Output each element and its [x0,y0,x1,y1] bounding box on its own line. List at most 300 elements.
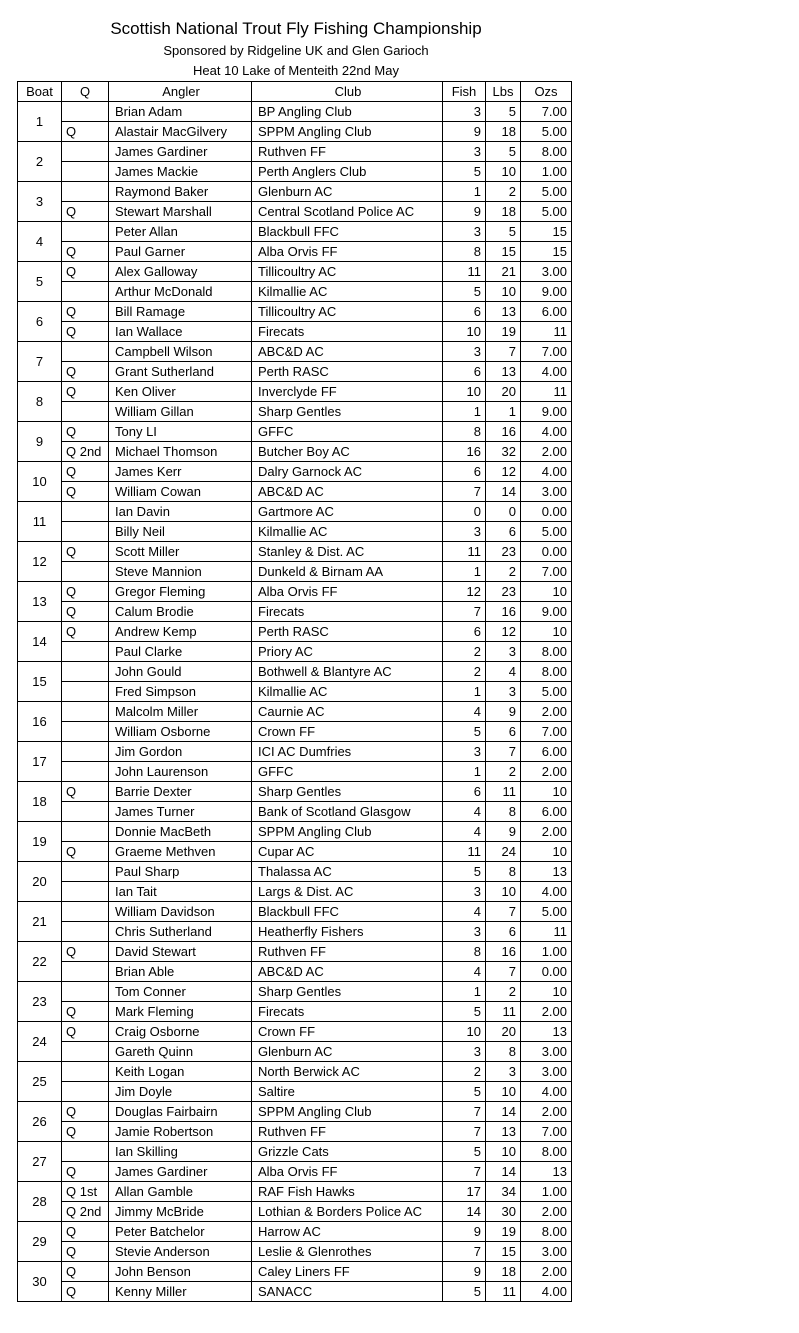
table-row [18,542,572,562]
qualifier-cell [62,1042,109,1062]
fish-cell: 5 [443,862,486,882]
qualifier-cell: Q [62,602,109,622]
fish-cell: 2 [443,1062,486,1082]
table-row [18,422,572,442]
ozs-cell: 7.00 [521,722,572,742]
angler-cell: Gregor Fleming [109,582,252,602]
ozs-cell: 1.00 [521,1182,572,1202]
ozs-cell: 8.00 [521,142,572,162]
table-row [18,122,572,142]
club-cell: Blackbull FFC [252,222,443,242]
boat-number: 16 [18,702,62,742]
qualifier-cell: Q [62,242,109,262]
ozs-cell: 6.00 [521,802,572,822]
lbs-cell: 14 [486,1102,521,1122]
ozs-cell: 2.00 [521,702,572,722]
angler-cell: Donnie MacBeth [109,822,252,842]
angler-cell: Arthur McDonald [109,282,252,302]
qualifier-cell [62,342,109,362]
club-cell: Sharp Gentles [252,982,443,1002]
lbs-cell: 3 [486,642,521,662]
table-row [18,182,572,202]
fish-cell: 7 [443,602,486,622]
angler-cell: Brian Adam [109,102,252,122]
fish-cell: 12 [443,582,486,602]
table-row [18,1042,572,1062]
ozs-cell: 4.00 [521,462,572,482]
table-row [18,1062,572,1082]
angler-cell: Kenny Miller [109,1282,252,1302]
qualifier-cell: Q [62,1022,109,1042]
angler-cell: Keith Logan [109,1062,252,1082]
fish-cell: 10 [443,322,486,342]
col-header-ozs: Ozs [521,82,572,102]
angler-cell: Alastair MacGilvery [109,122,252,142]
fish-cell: 8 [443,242,486,262]
angler-cell: Peter Batchelor [109,1222,252,1242]
table-row [18,802,572,822]
boat-number: 7 [18,342,62,382]
fish-cell: 1 [443,182,486,202]
lbs-cell: 24 [486,842,521,862]
fish-cell: 6 [443,462,486,482]
fish-cell: 5 [443,1002,486,1022]
angler-cell: William Gillan [109,402,252,422]
table-row [18,1102,572,1122]
fish-cell: 11 [443,542,486,562]
ozs-cell: 7.00 [521,102,572,122]
col-header-q: Q [62,82,109,102]
qualifier-cell: Q 2nd [62,442,109,462]
fish-cell: 3 [443,142,486,162]
ozs-cell: 2.00 [521,1102,572,1122]
angler-cell: Malcolm Miller [109,702,252,722]
club-cell: Tillicoultry AC [252,302,443,322]
ozs-cell: 2.00 [521,762,572,782]
fish-cell: 3 [443,742,486,762]
fish-cell: 3 [443,922,486,942]
ozs-cell: 11 [521,922,572,942]
club-cell: ABC&D AC [252,962,443,982]
angler-cell: James Gardiner [109,142,252,162]
club-cell: Inverclyde FF [252,382,443,402]
lbs-cell: 32 [486,442,521,462]
ozs-cell: 10 [521,582,572,602]
ozs-cell: 0.00 [521,542,572,562]
angler-cell: Bill Ramage [109,302,252,322]
angler-cell: Gareth Quinn [109,1042,252,1062]
fish-cell: 3 [443,522,486,542]
qualifier-cell [62,822,109,842]
qualifier-cell: Q 1st [62,1182,109,1202]
angler-cell: Grant Sutherland [109,362,252,382]
fish-cell: 9 [443,202,486,222]
table-row [18,482,572,502]
table-row [18,1082,572,1102]
angler-cell: William Cowan [109,482,252,502]
angler-cell: Paul Sharp [109,862,252,882]
ozs-cell: 10 [521,782,572,802]
ozs-cell: 10 [521,622,572,642]
lbs-cell: 5 [486,222,521,242]
table-row [18,862,572,882]
col-header-boat: Boat [18,82,62,102]
lbs-cell: 7 [486,962,521,982]
header-row [18,82,572,102]
angler-cell: Allan Gamble [109,1182,252,1202]
ozs-cell: 10 [521,842,572,862]
fish-cell: 3 [443,342,486,362]
table-row [18,302,572,322]
club-cell: Firecats [252,602,443,622]
boat-number: 23 [18,982,62,1022]
fish-cell: 1 [443,682,486,702]
fish-cell: 7 [443,1102,486,1122]
boat-number: 19 [18,822,62,862]
lbs-cell: 30 [486,1202,521,1222]
boat-number: 5 [18,262,62,302]
club-cell: Stanley & Dist. AC [252,542,443,562]
boat-number: 24 [18,1022,62,1062]
boat-number: 12 [18,542,62,582]
club-cell: Tillicoultry AC [252,262,443,282]
table-row [18,642,572,662]
qualifier-cell: Q [62,1262,109,1282]
ozs-cell: 5.00 [521,182,572,202]
angler-cell: William Davidson [109,902,252,922]
qualifier-cell [62,682,109,702]
ozs-cell: 2.00 [521,1202,572,1222]
boat-number: 25 [18,1062,62,1102]
club-cell: Kilmallie AC [252,522,443,542]
ozs-cell: 4.00 [521,1282,572,1302]
qualifier-cell: Q [62,382,109,402]
fish-cell: 3 [443,102,486,122]
lbs-cell: 19 [486,1222,521,1242]
qualifier-cell [62,922,109,942]
ozs-cell: 5.00 [521,122,572,142]
ozs-cell: 13 [521,1022,572,1042]
qualifier-cell: Q [62,462,109,482]
angler-cell: Craig Osborne [109,1022,252,1042]
boat-number: 1 [18,102,62,142]
club-cell: Dunkeld & Birnam AA [252,562,443,582]
club-cell: Cupar AC [252,842,443,862]
table-row [18,402,572,422]
qualifier-cell: Q [62,322,109,342]
qualifier-cell [62,962,109,982]
club-cell: North Berwick AC [252,1062,443,1082]
angler-cell: Tom Conner [109,982,252,1002]
qualifier-cell: Q 2nd [62,1202,109,1222]
boat-number: 2 [18,142,62,182]
qualifier-cell [62,642,109,662]
boat-number: 20 [18,862,62,902]
boat-number: 21 [18,902,62,942]
qualifier-cell [62,722,109,742]
club-cell: Sharp Gentles [252,782,443,802]
ozs-cell: 7.00 [521,1122,572,1142]
qualifier-cell [62,1082,109,1102]
ozs-cell: 3.00 [521,1042,572,1062]
club-cell: Ruthven FF [252,1122,443,1142]
club-cell: Ruthven FF [252,942,443,962]
lbs-cell: 13 [486,1122,521,1142]
angler-cell: Jim Doyle [109,1082,252,1102]
ozs-cell: 8.00 [521,642,572,662]
lbs-cell: 2 [486,182,521,202]
lbs-cell: 16 [486,602,521,622]
lbs-cell: 7 [486,902,521,922]
lbs-cell: 9 [486,702,521,722]
lbs-cell: 11 [486,1282,521,1302]
qualifier-cell [62,182,109,202]
ozs-cell: 0.00 [521,502,572,522]
lbs-cell: 14 [486,1162,521,1182]
fish-cell: 1 [443,982,486,1002]
boat-number: 18 [18,782,62,822]
fish-cell: 14 [443,1202,486,1222]
qualifier-cell [62,902,109,922]
table-row [18,442,572,462]
table-row [18,842,572,862]
lbs-cell: 20 [486,1022,521,1042]
col-header-angler: Angler [109,82,252,102]
qualifier-cell [62,1142,109,1162]
boat-number: 30 [18,1262,62,1302]
qualifier-cell: Q [62,1122,109,1142]
results-table [17,81,572,1302]
club-cell: Bothwell & Blantyre AC [252,662,443,682]
table-row [18,702,572,722]
lbs-cell: 9 [486,822,521,842]
fish-cell: 3 [443,222,486,242]
qualifier-cell: Q [62,622,109,642]
fish-cell: 5 [443,162,486,182]
fish-cell: 5 [443,1142,486,1162]
qualifier-cell: Q [62,482,109,502]
ozs-cell: 9.00 [521,282,572,302]
lbs-cell: 4 [486,662,521,682]
fish-cell: 10 [443,382,486,402]
fish-cell: 2 [443,662,486,682]
club-cell: Glenburn AC [252,1042,443,1062]
lbs-cell: 8 [486,862,521,882]
boat-number: 3 [18,182,62,222]
heat-line: Heat 10 Lake of Menteith 22nd May [193,63,399,78]
table-row [18,562,572,582]
lbs-cell: 16 [486,942,521,962]
fish-cell: 9 [443,122,486,142]
fish-cell: 6 [443,622,486,642]
fish-cell: 5 [443,282,486,302]
qualifier-cell: Q [62,1162,109,1182]
qualifier-cell: Q [62,842,109,862]
club-cell: Firecats [252,322,443,342]
angler-cell: Stevie Anderson [109,1242,252,1262]
club-cell: RAF Fish Hawks [252,1182,443,1202]
table-row [18,1002,572,1022]
club-cell: Caley Liners FF [252,1262,443,1282]
lbs-cell: 6 [486,722,521,742]
lbs-cell: 1 [486,402,521,422]
results-body [18,102,572,1302]
fish-cell: 4 [443,702,486,722]
club-cell: SPPM Angling Club [252,1102,443,1122]
angler-cell: Jimmy McBride [109,1202,252,1222]
col-header-lbs: Lbs [486,82,521,102]
table-row [18,902,572,922]
boat-number: 11 [18,502,62,542]
ozs-cell: 0.00 [521,962,572,982]
fish-cell: 4 [443,802,486,822]
fish-cell: 11 [443,842,486,862]
boat-number: 27 [18,1142,62,1182]
club-cell: Lothian & Borders Police AC [252,1202,443,1222]
table-row [18,262,572,282]
club-cell: ABC&D AC [252,342,443,362]
angler-cell: Ken Oliver [109,382,252,402]
fish-cell: 3 [443,882,486,902]
lbs-cell: 20 [486,382,521,402]
club-cell: Leslie & Glenrothes [252,1242,443,1262]
lbs-cell: 3 [486,1062,521,1082]
table-row [18,1022,572,1042]
table-row [18,282,572,302]
qualifier-cell [62,102,109,122]
boat-number: 29 [18,1222,62,1262]
club-cell: SPPM Angling Club [252,122,443,142]
ozs-cell: 8.00 [521,662,572,682]
fish-cell: 8 [443,422,486,442]
ozs-cell: 7.00 [521,562,572,582]
qualifier-cell: Q [62,542,109,562]
table-row [18,662,572,682]
ozs-cell: 5.00 [521,902,572,922]
angler-cell: Alex Galloway [109,262,252,282]
angler-cell: Tony LI [109,422,252,442]
table-row [18,462,572,482]
ozs-cell: 2.00 [521,822,572,842]
boat-number: 14 [18,622,62,662]
club-cell: GFFC [252,762,443,782]
boat-number: 15 [18,662,62,702]
qualifier-cell: Q [62,122,109,142]
angler-cell: Steve Mannion [109,562,252,582]
lbs-cell: 2 [486,982,521,1002]
table-row [18,1122,572,1142]
club-cell: SANACC [252,1282,443,1302]
table-row [18,622,572,642]
ozs-cell: 8.00 [521,1222,572,1242]
qualifier-cell: Q [62,1242,109,1262]
fish-cell: 9 [443,1262,486,1282]
ozs-cell: 4.00 [521,1082,572,1102]
table-row [18,782,572,802]
table-row [18,1162,572,1182]
table-row [18,1242,572,1262]
lbs-cell: 23 [486,582,521,602]
boat-number: 4 [18,222,62,262]
fish-cell: 17 [443,1182,486,1202]
table-row [18,582,572,602]
ozs-cell: 3.00 [521,1062,572,1082]
lbs-cell: 12 [486,622,521,642]
boat-number: 6 [18,302,62,342]
fish-cell: 9 [443,1222,486,1242]
ozs-cell: 5.00 [521,682,572,702]
angler-cell: Paul Garner [109,242,252,262]
table-row [18,522,572,542]
table-row [18,382,572,402]
fish-cell: 7 [443,1242,486,1262]
table-row [18,102,572,122]
club-cell: BP Angling Club [252,102,443,122]
qualifier-cell [62,882,109,902]
lbs-cell: 10 [486,162,521,182]
table-row [18,362,572,382]
table-row [18,342,572,362]
club-cell: Perth Anglers Club [252,162,443,182]
ozs-cell: 4.00 [521,882,572,902]
club-cell: GFFC [252,422,443,442]
ozs-cell: 6.00 [521,742,572,762]
club-cell: Grizzle Cats [252,1142,443,1162]
angler-cell: Stewart Marshall [109,202,252,222]
lbs-cell: 6 [486,922,521,942]
lbs-cell: 0 [486,502,521,522]
boat-number: 28 [18,1182,62,1222]
angler-cell: Graeme Methven [109,842,252,862]
club-cell: Alba Orvis FF [252,582,443,602]
club-cell: Blackbull FFC [252,902,443,922]
angler-cell: James Gardiner [109,1162,252,1182]
club-cell: Firecats [252,1002,443,1022]
qualifier-cell [62,562,109,582]
fish-cell: 4 [443,822,486,842]
qualifier-cell [62,1062,109,1082]
fish-cell: 1 [443,562,486,582]
angler-cell: Chris Sutherland [109,922,252,942]
fish-cell: 16 [443,442,486,462]
club-cell: Sharp Gentles [252,402,443,422]
lbs-cell: 7 [486,342,521,362]
lbs-cell: 18 [486,202,521,222]
angler-cell: Ian Wallace [109,322,252,342]
qualifier-cell: Q [62,942,109,962]
qualifier-cell [62,142,109,162]
angler-cell: Andrew Kemp [109,622,252,642]
club-cell: Alba Orvis FF [252,1162,443,1182]
angler-cell: Calum Brodie [109,602,252,622]
club-cell: Crown FF [252,1022,443,1042]
qualifier-cell [62,522,109,542]
ozs-cell: 3.00 [521,1242,572,1262]
ozs-cell: 2.00 [521,1262,572,1282]
angler-cell: William Osborne [109,722,252,742]
angler-cell: John Gould [109,662,252,682]
lbs-cell: 6 [486,522,521,542]
table-row [18,982,572,1002]
table-row [18,1262,572,1282]
ozs-cell: 1.00 [521,942,572,962]
angler-cell: James Turner [109,802,252,822]
qualifier-cell: Q [62,1222,109,1242]
club-cell: Bank of Scotland Glasgow [252,802,443,822]
fish-cell: 7 [443,482,486,502]
lbs-cell: 21 [486,262,521,282]
ozs-cell: 2.00 [521,1002,572,1022]
